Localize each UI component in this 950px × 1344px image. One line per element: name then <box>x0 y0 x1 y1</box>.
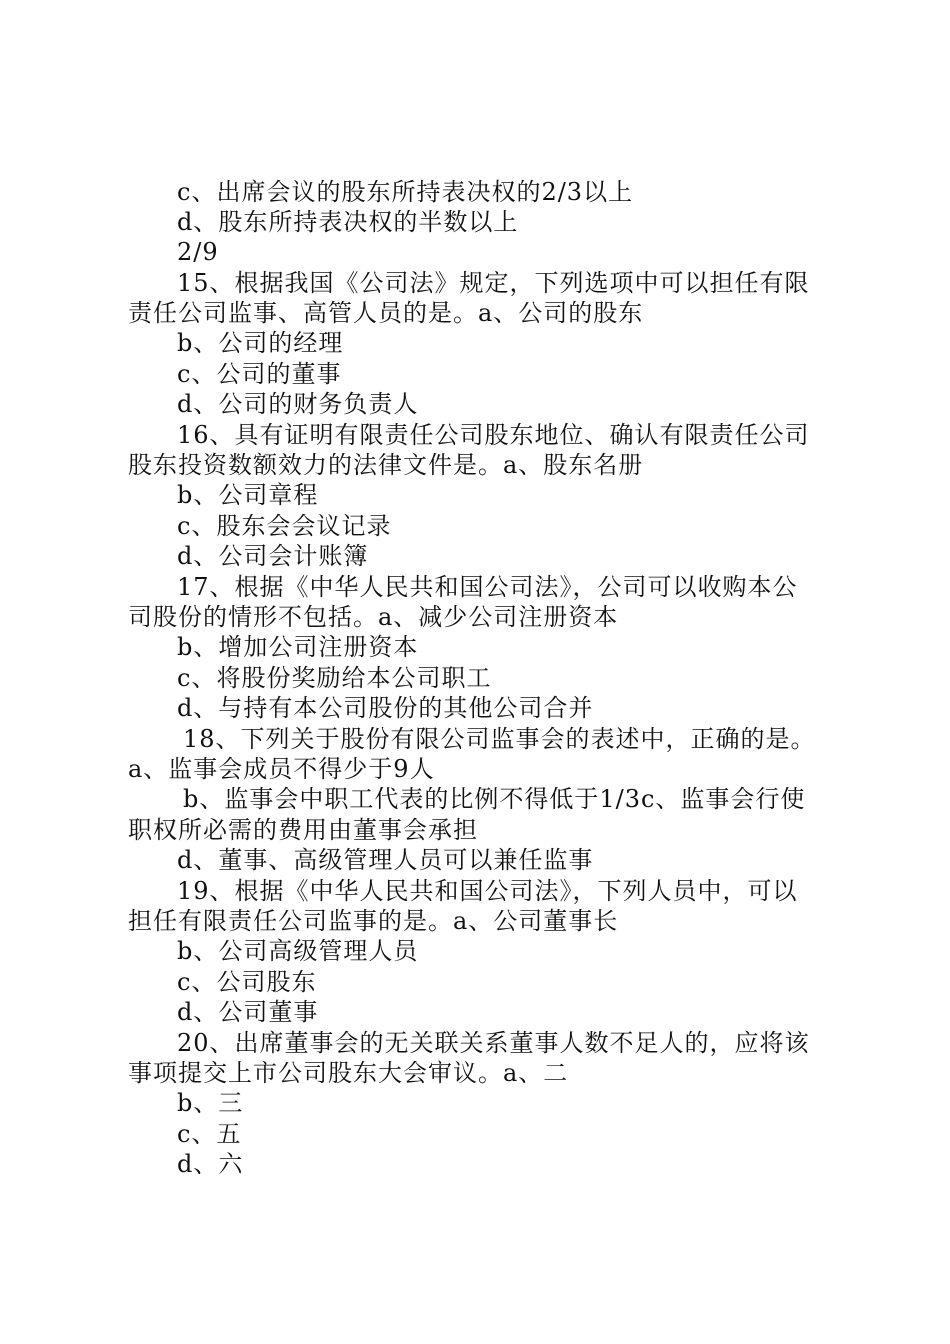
option-d: d、公司董事 <box>177 998 319 1026</box>
question-20: 20、出席董事会的无关联关系董事人数不足人的，应将该 <box>177 1029 810 1057</box>
option-b: b、公司高级管理人员 <box>177 937 419 965</box>
option-c: c、股东会会议记录 <box>177 512 392 540</box>
question-16: 16、具有证明有限责任公司股东地位、确认有限责任公司 <box>177 421 810 449</box>
text-line: d、股东所持表决权的半数以上 <box>177 208 519 236</box>
option-c: c、五 <box>177 1120 242 1148</box>
text-line: 职权所必需的费用由董事会承担 <box>128 816 478 844</box>
option-d: d、与持有本公司股份的其他公司合并 <box>177 694 594 722</box>
option-b: b、公司章程 <box>177 481 319 509</box>
question-19: 19、根据《中华人民共和国公司法》，下列人员中，可以 <box>177 877 798 905</box>
question-15: 15、根据我国《公司法》规定，下列选项中可以担任有限 <box>177 269 810 297</box>
text-line: c、出席会议的股东所持表决权的2/3以上 <box>177 178 634 206</box>
text-line: 责任公司监事、高管人员的是。a、公司的股东 <box>128 299 644 327</box>
option-a: a、监事会成员不得少于9人 <box>128 755 435 783</box>
option-b: b、增加公司注册资本 <box>177 633 419 661</box>
option-b: b、公司的经理 <box>177 329 344 357</box>
option-d: d、公司会计账簿 <box>177 542 369 570</box>
text-line: 担任有限责任公司监事的是。a、公司董事长 <box>128 907 619 935</box>
option-d: d、六 <box>177 1150 244 1178</box>
question-17: 17、根据《中华人民共和国公司法》，公司可以收购本公 <box>177 573 798 601</box>
option-d: d、董事、高级管理人员可以兼任监事 <box>177 846 594 874</box>
option-b: b、三 <box>177 1089 244 1117</box>
text-line: 股东投资数额效力的法律文件是。a、股东名册 <box>128 451 644 479</box>
page-number: 2/9 <box>177 238 219 266</box>
option-c: c、将股份奖励给本公司职工 <box>177 664 492 692</box>
option-c: c、公司股东 <box>177 968 317 996</box>
question-18: 18、下列关于股份有限公司监事会的表述中，正确的是。 <box>183 725 816 753</box>
option-c: c、公司的董事 <box>177 360 342 388</box>
text-line: 司股份的情形不包括。a、减少公司注册资本 <box>128 603 619 631</box>
option-b: b、监事会中职工代表的比例不得低于1/3c、监事会行使 <box>183 785 806 813</box>
option-d: d、公司的财务负责人 <box>177 390 419 418</box>
text-line: 事项提交上市公司股东大会审议。a、二 <box>128 1059 569 1087</box>
